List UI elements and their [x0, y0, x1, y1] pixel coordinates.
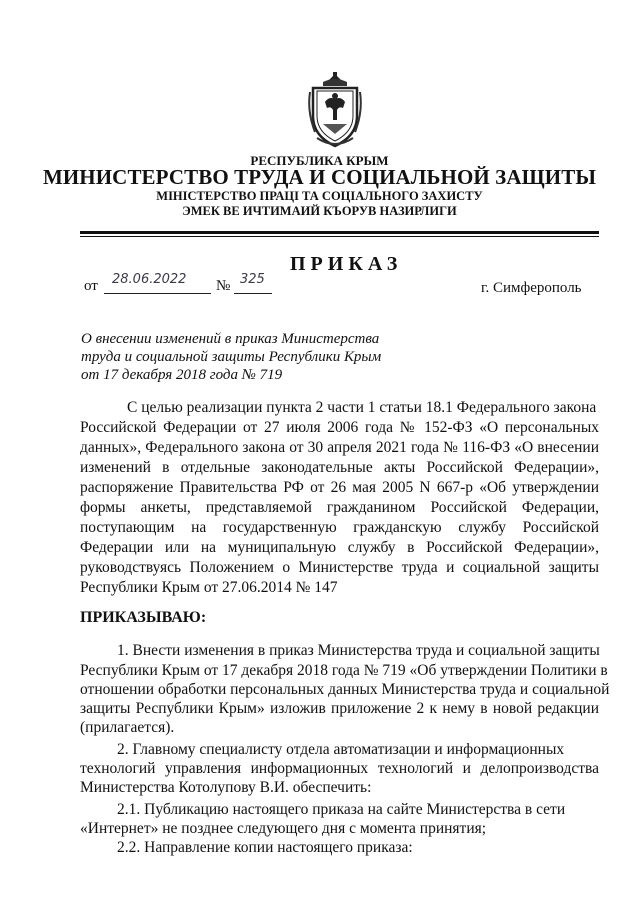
order-date: 28.06.2022	[112, 272, 187, 287]
header-rule-thin	[80, 236, 599, 237]
item-line: 2. Главному специалисту отдела автоматизации и информационных	[117, 741, 565, 758]
order-number: 325	[240, 272, 265, 287]
number-prefix: №	[216, 278, 231, 294]
header-rule-thick	[80, 231, 599, 234]
preamble-line: Российской Федерации от 27 июля 2006 года № 152-ФЗ «О персональных	[80, 419, 599, 436]
preamble-line: поступающим на государственную гражданскую службу Российской	[80, 519, 599, 536]
preamble-line: данных», Федерального закона от 30 апреля 2021 года № 116-ФЗ «О внесении	[80, 439, 599, 456]
item-line: Республики Крым от 17 декабря 2018 года № 719 «Об утверждении Политики в	[80, 662, 608, 679]
subject-line: труда и социальной защиты Республики Крым	[81, 349, 382, 365]
date-underline	[104, 293, 211, 294]
item-line: 2.1. Публикацию настоящего приказа на сайте Министерства в сети	[117, 801, 566, 818]
header-ministry-ua: МІНІСТЕРСТВО ПРАЦІ ТА СОЦІАЛЬНОГО ЗАХИСТУ	[156, 189, 483, 203]
coat-of-arms-icon	[307, 72, 363, 150]
order-city: г. Симферополь	[481, 280, 582, 296]
subject-line: О внесении изменений в приказ Министерства	[81, 331, 380, 347]
date-prefix: от	[84, 278, 98, 294]
command-heading: ПРИКАЗЫВАЮ:	[80, 609, 207, 626]
header-ministry-ru: МИНИСТЕРСТВО ТРУДА И СОЦИАЛЬНОЙ ЗАЩИТЫ	[42, 165, 597, 189]
item-line: защиты Республики Крым» изложив приложение 2 к нему в новой редакции	[80, 700, 599, 717]
number-underline	[234, 293, 272, 294]
item-line: Министерства Котолупову В.И. обеспечить:	[80, 779, 372, 796]
item-line: (прилагается).	[80, 719, 175, 736]
preamble-line: руководствуясь Положением о Министерстве труда и социальной защиты	[80, 559, 599, 576]
item-line: 1. Внести изменения в приказ Министерства труда и социальной защиты	[117, 642, 600, 659]
preamble-line: С целью реализации пункта 2 части 1 статьи 18.1 Федерального закона	[127, 399, 597, 416]
header-ministry-crh: ЭМЕК ВЕ ИЧТИМАИЙ КЪОРУВ НАЗИРЛИГИ	[182, 204, 457, 218]
item-line: «Интернет» не позднее следующего дня с момента принятия;	[80, 820, 487, 837]
order-title: ПРИКАЗ	[290, 253, 403, 275]
preamble-line: распоряжение Правительства РФ от 26 мая 2005 N 667-р «Об утверждении	[80, 479, 599, 496]
preamble-line: Республики Крым от 27.06.2014 № 147	[80, 579, 338, 596]
item-line: 2.2. Направление копии настоящего приказа:	[117, 839, 413, 856]
preamble-line: формы анкеты, представляемой гражданином Российской Федерации,	[80, 499, 599, 516]
header-region: РЕСПУБЛИКА КРЫМ	[250, 153, 389, 168]
item-line: технологий управления информационных технологий и делопроизводства	[80, 760, 599, 777]
preamble-line: изменений в отдельные законодательные акты Российской Федерации»,	[80, 459, 599, 476]
subject-line: от 17 декабря 2018 года № 719	[81, 367, 283, 383]
preamble-line: Федерации или на муниципальную службу в Российской Федерации»,	[80, 539, 599, 556]
item-line: отношении обработки персональных данных Министерства труда и социальной	[80, 681, 610, 698]
